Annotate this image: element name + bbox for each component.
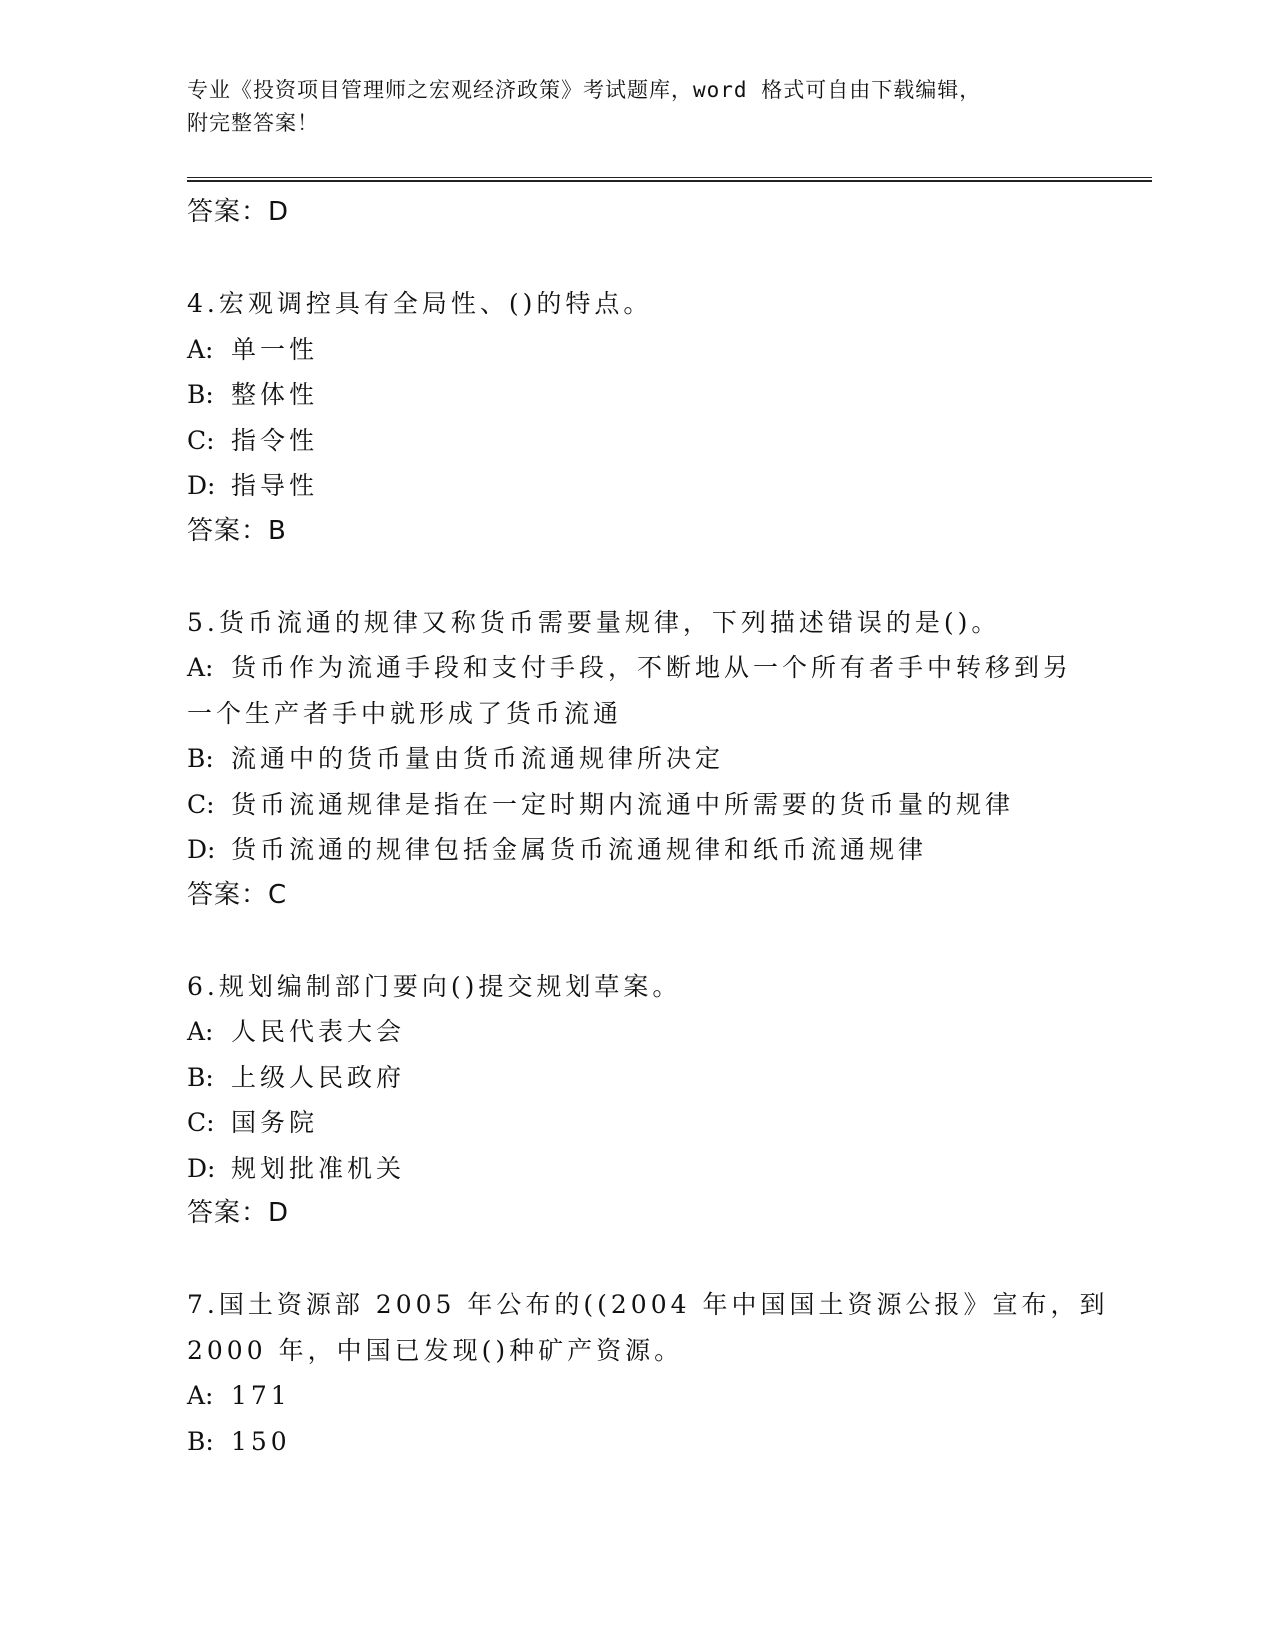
option-label: B: [187,744,214,773]
question-spacer [187,236,1087,282]
question-spacer [187,1237,1087,1283]
option-label: A: [187,1381,214,1410]
answer-key: 答案：B [187,515,287,546]
header-text-line-1: 专业《投资项目管理师之宏观经济政策》考试题库，word 格式可自由下载编辑， [187,78,982,102]
answer-option [187,1100,1087,1146]
option-text: 整体性 [231,380,319,409]
option-label: A: [187,653,214,682]
option-label: A: [187,1017,214,1046]
question-spacer [187,918,1087,964]
option-label: D: [187,1153,216,1183]
answer-option [187,463,1087,509]
question-stem: 6.规划编制部门要向()提交规划草案。 [187,971,682,1001]
question-stem: 4.宏观调控具有全局性、()的特点。 [187,289,653,318]
option-label: B: [187,1426,214,1456]
answer-option [187,372,1087,418]
question-block [187,964,1087,1237]
option-text: 货币流通的规律包括金属货币流通规律和纸币流通规律 [231,835,928,864]
option-text: 规划批准机关 [231,1153,406,1183]
answer-option [187,1055,1087,1101]
answer-option [187,827,1087,873]
header-text-line-2: 附完整答案！ [187,111,319,135]
option-text: 人民代表大会 [231,1017,406,1046]
answer-option [187,691,1087,737]
answer-option [187,1009,1087,1055]
question-stem: 5.货币流通的规律又称货币需要量规律，下列描述错误的是()。 [187,607,1001,637]
option-text: 171 [231,1381,291,1410]
option-label: D: [187,835,216,864]
header-divider [187,177,1152,182]
question-stem: 2000 年，中国已发现()种矿产资源。 [187,1335,684,1365]
option-label: D: [187,471,216,500]
document-header [187,74,1087,140]
question-block [187,281,1087,554]
option-text: 指导性 [231,471,319,500]
question-spacer [187,554,1087,600]
option-label: B: [187,380,214,409]
option-label: C: [187,1108,215,1137]
question-block [187,1282,1109,1464]
answer-key: 答案：D [187,1198,290,1228]
question-list [187,190,1109,1464]
option-label: C: [187,789,215,819]
question-block [187,600,1087,919]
answer-option [187,782,1087,828]
option-text: 国务院 [231,1108,319,1137]
answer-option [187,327,1087,373]
option-text: 单一性 [231,334,319,364]
option-text: 150 [231,1426,291,1456]
answer-key: 答案：C [187,879,288,910]
answer-option [187,1419,1087,1465]
option-text: 货币作为流通手段和支付手段，不断地从一个所有者手中转移到另 [231,653,1073,682]
answer-option [187,418,1087,464]
option-text: 流通中的货币量由货币流通规律所决定 [231,744,725,773]
option-label: A: [187,334,214,364]
answer-option [187,736,1087,782]
option-text: 一个生产者手中就形成了货币流通 [187,698,623,728]
question-stem: 7.国土资源部 2005 年公布的((2004 年中国国土资源公报》宣布，到 [187,1290,1109,1319]
option-text: 指令性 [231,425,319,455]
option-text: 货币流通规律是指在一定时期内流通中所需要的货币量的规律 [231,789,1015,819]
option-text: 上级人民政府 [231,1062,406,1092]
answer-option [187,645,1087,691]
answer-option [187,1146,1087,1192]
option-label: C: [187,425,215,455]
previous-answer: 答案：D [187,197,290,227]
answer-option [187,1373,1087,1419]
option-label: B: [187,1062,214,1092]
